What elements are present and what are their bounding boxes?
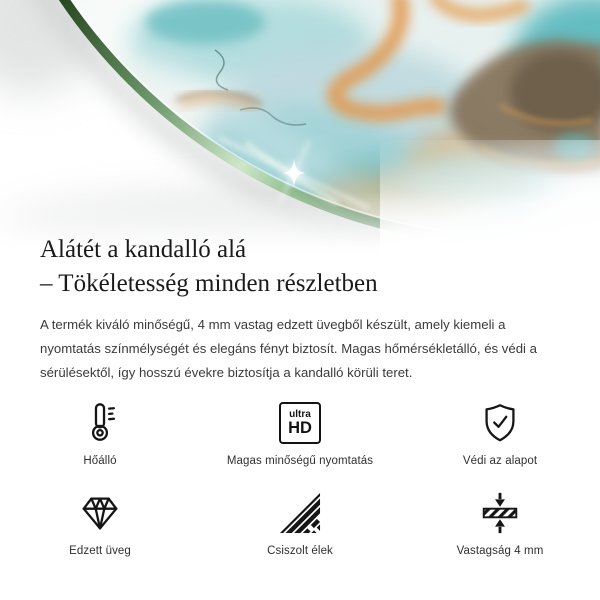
shield-check-icon: [477, 399, 523, 447]
ultra-hd-badge-bottom-text: HD: [288, 419, 312, 437]
ultra-hd-badge-icon: [279, 399, 321, 447]
ultra-hd-badge-top-text: ultra: [289, 409, 311, 420]
diamond-icon: [77, 489, 123, 537]
feature-tempered-glass: [0, 489, 200, 557]
feature-label: Edzett üveg: [69, 545, 131, 557]
feature-label: Magas minőségű nyomtatás: [226, 455, 374, 467]
feature-label: Csiszolt élek: [267, 545, 333, 557]
feature-heat-resistant: [0, 399, 200, 467]
page-title: [40, 233, 567, 301]
feature-grid: [0, 399, 600, 557]
thermometer-icon: [77, 399, 123, 447]
feature-thickness: [400, 489, 600, 557]
polished-edges-icon: [277, 489, 323, 537]
product-description-section: [40, 233, 567, 398]
thickness-compress-icon: [477, 489, 523, 537]
feature-polished-edges: [200, 489, 400, 557]
feature-label: Védi az alapot: [462, 455, 538, 467]
feature-protects-base: [400, 399, 600, 467]
product-hero-image: [0, 0, 600, 258]
feature-label: Hőálló: [83, 455, 117, 467]
feature-label: Vastagság 4 mm: [456, 545, 544, 557]
page-title-line1: Alátét a kandalló alá: [40, 236, 247, 263]
glass-panel-illustration: [0, 0, 600, 258]
feature-high-quality-print: [200, 399, 400, 467]
page-title-line2: – Tökéletesség minden részletben: [40, 270, 378, 297]
product-description-text: A termék kiváló minőségű, 4 mm vastag edzett üvegből készült, amely kiemeli a nyomtatás színmélységét és elegáns fényt biztosít. Magas hőmérsékletálló, és védi a sérülésektől, így hosszú évekre biztosítja a kandalló körüli teret.: [40, 317, 537, 380]
